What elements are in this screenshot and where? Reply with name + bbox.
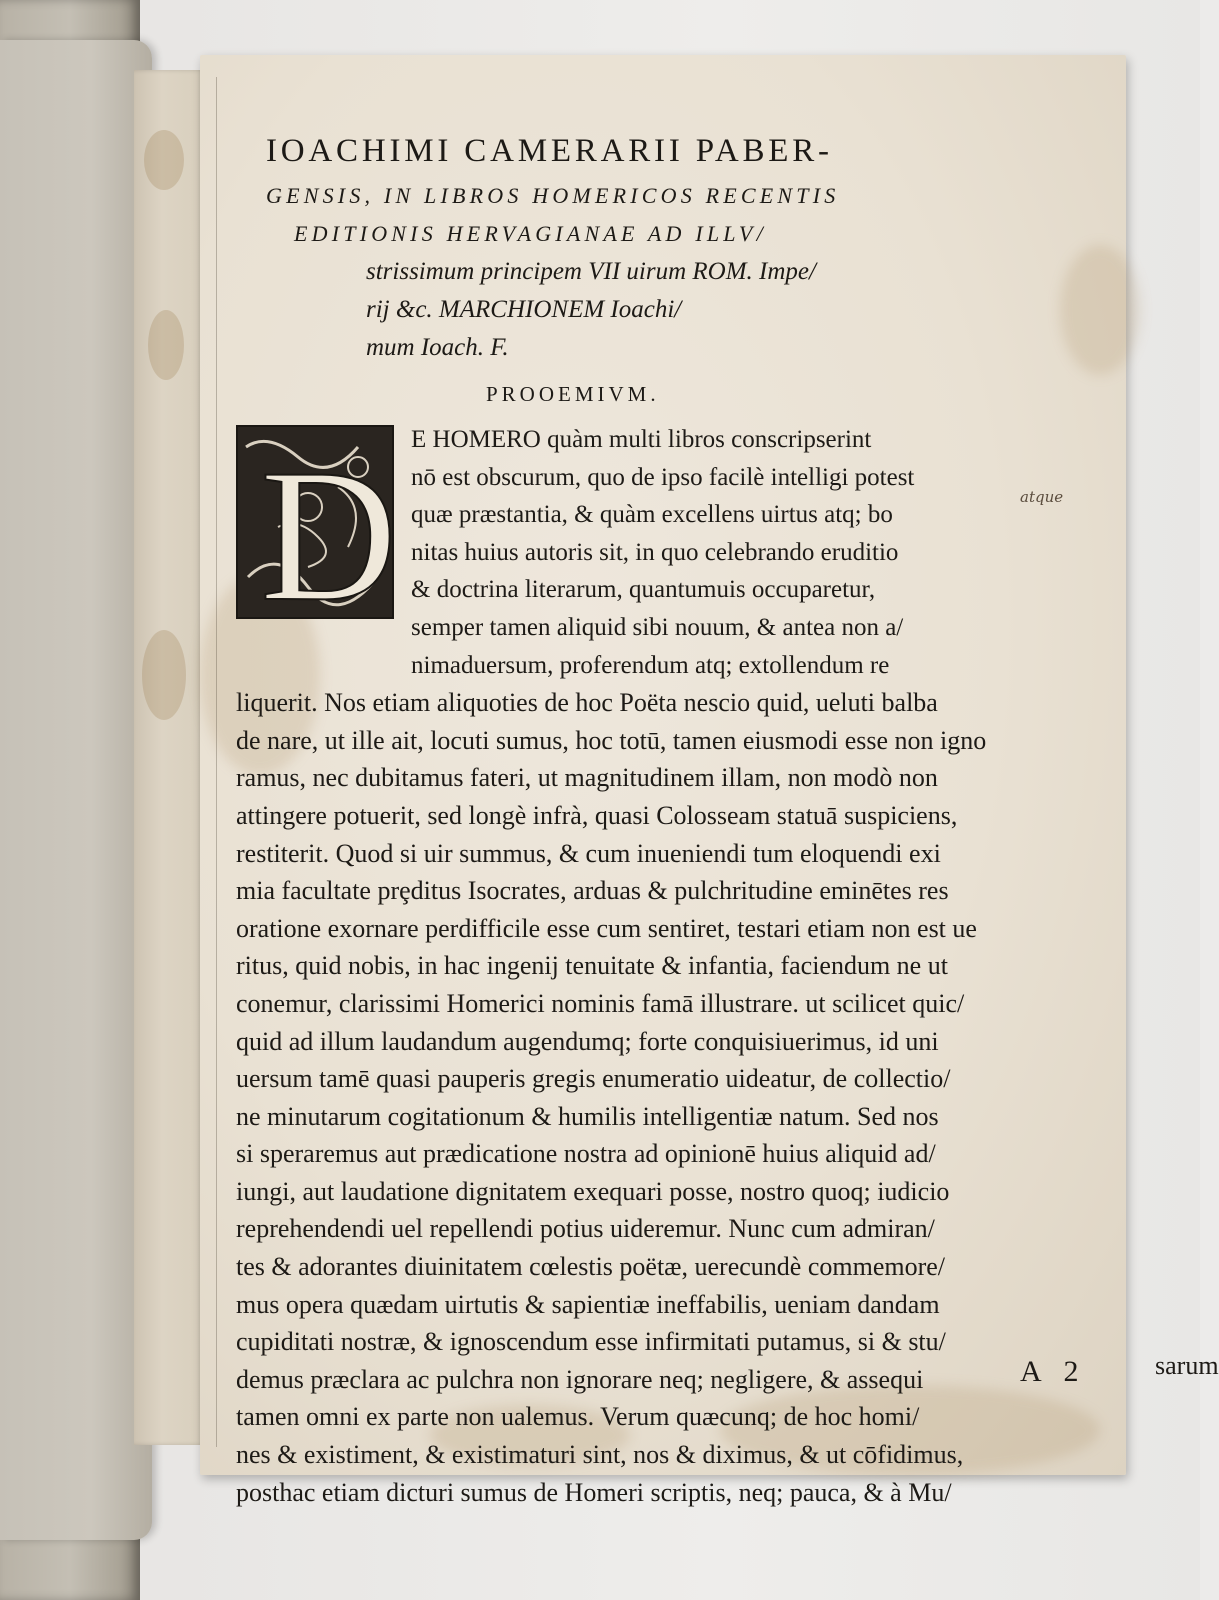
page-rule [216, 77, 217, 1447]
body-line: oratione exornare perdifficile esse cum sentiret, testari etiam non est ue [236, 913, 977, 943]
body-line: cupiditati nostræ, & ignoscendum esse infirmitati putamus, si & stu/ [236, 1327, 946, 1357]
decorated-initial-d [236, 425, 398, 641]
body-line: posthac etiam dicturi sumus de Homeri scriptis, neq; pauca, & à Mu/ [236, 1477, 952, 1507]
body-line: & doctrina literarum, quantumuis occuparetur, [411, 576, 876, 604]
initial-letter: D [260, 431, 398, 641]
gutter-flyleaf [134, 70, 204, 1445]
heading-line-4: rij &c. MARCHIONEM Ioachi/ [366, 296, 682, 323]
catchword: sarum [1155, 1351, 1219, 1380]
heading-line-5: mum Ioach. F. [366, 334, 509, 361]
page-title: IOACHIMI CAMERARII PABER- [266, 133, 833, 169]
body-line: restiterit. Quod si uir summus, & cum inueniendi tum eloquendi exi [236, 838, 941, 868]
printed-page [200, 55, 1219, 1507]
page-text [236, 125, 1116, 1511]
body-line: attingere potuerit, sed longè infrà, quasi Colosseam statuā suspiciens, [236, 800, 958, 830]
body-line: mus opera quædam uirtutis & sapientiæ ineffabilis, ueniam dandam [236, 1289, 940, 1319]
body-line: ramus, nec dubitamus fateri, ut magnitudinem illam, non modò non [236, 763, 938, 793]
body-text [236, 421, 1116, 1511]
body-line: si speraremus aut prædicatione nostra ad opinionē huius aliquid ad/ [236, 1139, 936, 1169]
heading-line-3: strissimum principem VII uirum ROM. Impe/ [366, 258, 816, 285]
heading-line-1: GENSIS, IN LIBROS HOMERICOS RECENTIS [266, 183, 840, 208]
body-line: liquerit. Nos etiam aliquoties de hoc Poëta nescio quid, ueluti balba [236, 688, 938, 718]
body-line: ritus, quid nobis, in hac ingenij tenuitate & infantia, faciendum ne ut [236, 951, 948, 981]
body-line: tamen omni ex parte non ualemus. Verum quæcunq; de hoc homi/ [236, 1402, 920, 1432]
body-line: nō est obscurum, quo de ipso facilè intelligi potest [411, 463, 915, 491]
body-line: semper tamen aliquid sibi nouum, & antea non a/ [411, 613, 904, 641]
body-line: conemur, clarissimi Homerici nominis famā illustrare. ut scilicet quic/ [236, 988, 965, 1018]
heading-line-2: EDITIONIS HERVAGIANAE AD ILLV/ [294, 221, 767, 246]
body-line: mia facultate prȩditus Isocrates, arduas & pulchritudine eminētes res [236, 876, 949, 906]
body-line: uersum tamē quasi pauperis gregis enumeratio uideatur, de collectio/ [236, 1064, 951, 1094]
signature-mark: A 2 [1020, 1355, 1087, 1388]
section-title: PROOEMIVM. [486, 382, 660, 406]
body-line: nimaduersum, proferendum atq; extollendum re [411, 651, 890, 679]
body-line: de nare, ut ille ait, locuti sumus, hoc totū, tamen eiusmodi esse non igno [236, 725, 987, 755]
body-line: nitas huius autoris sit, in quo celebrando eruditio [411, 538, 899, 566]
body-line: quæ præstantia, & quàm excellens uirtus atq; bo [411, 501, 893, 529]
body-line: iungi, aut laudatione dignitatem exequari posse, nostro quoq; iudicio [236, 1176, 950, 1206]
body-line: quid ad illum laudandum augendumq; forte conquisiuerimus, id uni [236, 1026, 939, 1056]
body-line: ne minutarum cogitationum & humilis intelligentiæ natum. Sed nos [236, 1101, 939, 1131]
margin-annotation: atque [1020, 488, 1064, 506]
book-board [0, 40, 152, 1540]
body-line: reprehendendi uel repellendi potius uideremur. Nunc cum admiran/ [236, 1214, 935, 1244]
body-line: nes & existiment, & existimaturi sint, nos & diximus, & ut cōfidimus, [236, 1440, 964, 1470]
body-line: demus præclara ac pulchra non ignorare neq; negligere, & assequi [236, 1364, 924, 1394]
body-line: E HOMERO quàm multi libros conscripserint [411, 426, 872, 453]
body-line: tes & adorantes diuinitatem cœlestis poëtæ, uerecundè commemore/ [236, 1252, 946, 1282]
